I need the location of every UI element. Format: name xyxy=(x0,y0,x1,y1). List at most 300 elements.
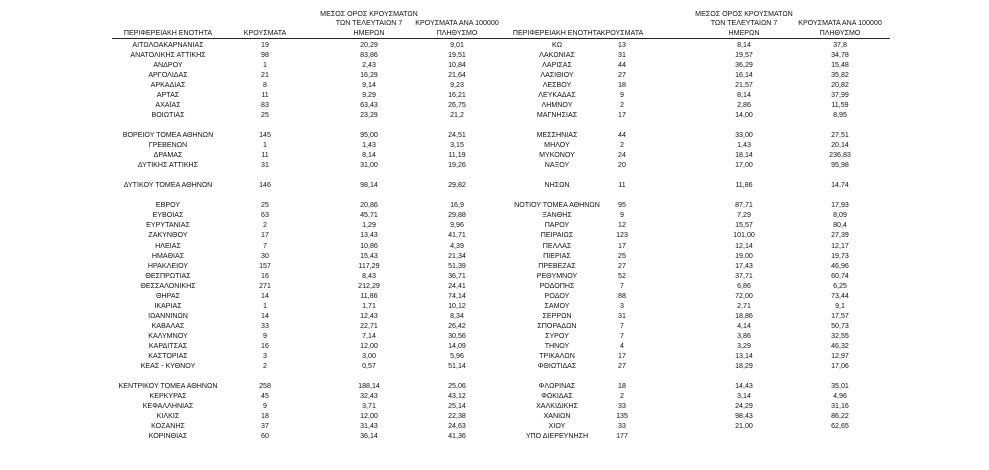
right-row-cases: 27 xyxy=(618,70,626,79)
left-row-cases: 25 xyxy=(261,110,269,119)
right-row-region-name: ΜΑΓΝΗΣΙΑΣ xyxy=(536,110,578,119)
left-row-region-name: ΗΛΕΙΑΣ xyxy=(155,241,181,250)
left-row-avg7: 10,86 xyxy=(360,241,378,250)
right-row-per100k: 60,74 xyxy=(831,271,849,280)
left-row-region-name: ΗΜΑΘΙΑΣ xyxy=(151,251,185,260)
right-row-region-name: ΜΥΚΟΝΟΥ xyxy=(539,151,575,160)
left-row-cases: 83 xyxy=(261,100,269,109)
left-row-cases: 30 xyxy=(261,251,269,260)
right-row-per100k: 34,78 xyxy=(831,50,849,59)
left-row-cases: 9 xyxy=(263,402,267,411)
right-row-region-name: ΧΑΛΚΙΔΙΚΗΣ xyxy=(536,402,578,411)
right-row-per100k: 86,22 xyxy=(831,412,849,421)
left-row-cases: 258 xyxy=(259,382,271,391)
right-row-per100k: 46,96 xyxy=(831,261,849,270)
right-row-cases: 95 xyxy=(618,201,626,210)
left-row-region-name: ΕΥΡΥΤΑΝΙΑΣ xyxy=(146,221,190,230)
right-row-avg7: 19,00 xyxy=(735,251,753,260)
right-row-region-name: ΛΕΣΒΟΥ xyxy=(542,80,572,89)
right-row-cases: 177 xyxy=(616,432,628,441)
right-row-cases: 31 xyxy=(618,311,626,320)
right-row-per100k: 35,82 xyxy=(831,70,849,79)
left-row-per100k: 19,51 xyxy=(448,50,466,59)
right-row-region-name: ΞΑΝΘΗΣ xyxy=(542,211,572,220)
right-row-cases: 17 xyxy=(618,110,626,119)
right-row-avg7: 19,57 xyxy=(735,50,753,59)
right-header-avg7-line1: ΜΕΣΟΣ ΟΡΟΣ ΚΡΟΥΣΜΑΤΩΝ xyxy=(695,10,793,18)
left-row-cases: 3 xyxy=(263,352,267,361)
right-row-cases: 27 xyxy=(618,362,626,371)
left-row-per100k: 41,71 xyxy=(448,231,466,240)
left-row-cases: 33 xyxy=(261,321,269,330)
left-row-region-name: ΔΥΤΙΚΟΥ ΤΟΜΕΑ ΑΘΗΝΩΝ xyxy=(123,181,213,190)
right-row-avg7: 33,00 xyxy=(735,130,753,139)
left-row-region-name: ΑΝΔΡΟΥ xyxy=(153,60,183,69)
left-row-region-name: ΚΟΖΑΝΗΣ xyxy=(151,422,185,431)
left-row-region-name: ΘΕΣΣΑΛΟΝΙΚΗΣ xyxy=(140,281,196,290)
left-row-region-name: ΕΒΡΟΥ xyxy=(155,201,181,210)
right-row-per100k: 12,97 xyxy=(831,352,849,361)
right-row-cases: 27 xyxy=(618,261,626,270)
left-row-avg7: 12,00 xyxy=(360,342,378,350)
right-header-rule xyxy=(506,38,890,39)
left-row-avg7: 212,29 xyxy=(358,281,380,290)
left-row-region-name: ΘΕΣΠΡΩΤΙΑΣ xyxy=(145,271,191,280)
left-row-cases: 8 xyxy=(263,80,267,89)
left-row-per100k: 19,26 xyxy=(448,161,466,170)
left-row-per100k: 14,09 xyxy=(448,342,466,350)
right-row-avg7: 21,00 xyxy=(735,422,753,431)
left-row-cases: 11 xyxy=(261,151,269,160)
right-row-per100k: 4,96 xyxy=(833,392,847,401)
left-row-per100k: 74,14 xyxy=(448,291,466,300)
right-row-avg7: 8,14 xyxy=(737,40,751,49)
left-row-avg7: 1,43 xyxy=(362,141,376,149)
left-row-cases: 25 xyxy=(261,201,269,210)
right-row-avg7: 1,43 xyxy=(737,141,751,149)
right-row-per100k: 236,83 xyxy=(829,151,851,160)
left-row-region-name: ΓΡΕΒΕΝΩΝ xyxy=(148,141,188,149)
right-row-cases: 17 xyxy=(618,241,626,250)
right-row-per100k: 37,99 xyxy=(831,90,849,99)
right-row-region-name: ΣΥΡΟΥ xyxy=(545,331,569,340)
left-row-region-name: ΚΕΡΚΥΡΑΣ xyxy=(149,392,187,401)
right-row-cases: 135 xyxy=(616,412,628,421)
right-row-region-name: ΧΑΝΙΩΝ xyxy=(543,412,571,421)
left-header-avg7-line3: ΗΜΕΡΩΝ xyxy=(353,29,385,37)
left-row-region-name: ΑΡΓΟΛΙΔΑΣ xyxy=(148,70,188,79)
right-row-per100k: 15,48 xyxy=(831,60,849,69)
right-row-region-name: ΝΟΤΙΟΥ ΤΟΜΕΑ ΑΘΗΝΩΝ xyxy=(514,201,600,210)
right-row-avg7: 8,14 xyxy=(737,90,751,99)
left-row-per100k: 21,34 xyxy=(448,251,466,260)
right-row-region-name: ΛΑΚΩΝΙΑΣ xyxy=(539,50,575,59)
left-row-per100k: 26,42 xyxy=(448,321,466,330)
right-row-cases: 7 xyxy=(620,281,624,290)
left-row-region-name: ΚΟΡΙΝΘΙΑΣ xyxy=(148,432,188,441)
right-row-avg7: 17,43 xyxy=(735,261,753,270)
right-row-avg7: 14,43 xyxy=(735,382,753,391)
left-row-per100k: 25,14 xyxy=(448,402,466,411)
right-row-avg7: 7,29 xyxy=(737,211,751,220)
left-row-avg7: 83,86 xyxy=(360,50,378,59)
right-row-per100k: 19,73 xyxy=(831,251,849,260)
right-row-avg7: 2,86 xyxy=(737,100,751,109)
right-row-avg7: 18,86 xyxy=(735,311,753,320)
right-row-per100k: 12,17 xyxy=(831,241,849,250)
right-row-region-name: ΡΟΔΟΠΗΣ xyxy=(539,281,575,290)
right-row-per100k: 62,65 xyxy=(831,422,849,431)
left-row-per100k: 22,38 xyxy=(448,412,466,421)
right-row-per100k: 27,51 xyxy=(831,130,849,139)
right-row-region-name: ΡΕΘΥΜΝΟΥ xyxy=(536,271,578,280)
right-row-avg7: 4,14 xyxy=(737,321,751,330)
right-row-per100k: 37,8 xyxy=(833,40,847,49)
right-header-cases: ΚΡΟΥΣΜΑΤΑ xyxy=(600,29,644,37)
left-row-avg7: 3,71 xyxy=(362,402,376,411)
left-row-cases: 17 xyxy=(261,231,269,240)
left-row-avg7: 2,43 xyxy=(362,60,376,69)
left-header-per100k-line1: ΚΡΟΥΣΜΑΤΑ ΑΝΑ 100000 xyxy=(415,19,499,27)
left-row-region-name: ΑΙΤΩΛΟΑΚΑΡΝΑΝΙΑΣ xyxy=(132,40,204,49)
right-row-avg7: 87,71 xyxy=(735,201,753,210)
left-row-cases: 157 xyxy=(259,261,271,270)
left-row-region-name: ΔΥΤΙΚΗΣ ΑΤΤΙΚΗΣ xyxy=(137,161,199,170)
left-row-per100k: 16,21 xyxy=(448,90,466,99)
right-row-region-name: ΝΗΣΩΝ xyxy=(544,181,570,190)
left-row-per100k: 9,23 xyxy=(450,80,464,89)
left-row-avg7: 98,14 xyxy=(360,181,378,190)
right-header-per100k-line1: ΚΡΟΥΣΜΑΤΑ ΑΝΑ 100000 xyxy=(798,19,882,27)
left-row-cases: 9 xyxy=(263,331,267,340)
right-row-region-name: ΧΙΟΥ xyxy=(548,422,566,431)
left-row-cases: 45 xyxy=(261,392,269,401)
right-row-per100k: 35,01 xyxy=(831,382,849,391)
left-row-avg7: 3,00 xyxy=(362,352,376,361)
right-row-region-name: ΜΗΛΟΥ xyxy=(544,141,570,149)
right-row-cases: 7 xyxy=(620,321,624,330)
right-row-cases: 4 xyxy=(620,342,624,350)
left-row-per100k: 36,71 xyxy=(448,271,466,280)
left-row-avg7: 12,43 xyxy=(360,311,378,320)
left-row-per100k: 10,84 xyxy=(448,60,466,69)
right-row-cases: 17 xyxy=(618,352,626,361)
left-row-avg7: 22,71 xyxy=(360,321,378,330)
left-row-cases: 16 xyxy=(261,271,269,280)
right-row-per100k: 32,55 xyxy=(831,331,849,340)
right-row-region-name: ΚΩ xyxy=(551,40,563,49)
right-row-region-name: ΠΙΕΡΙΑΣ xyxy=(543,251,571,260)
right-row-cases: 11 xyxy=(618,181,626,190)
right-row-region-name: ΛΑΣΙΘΙΟΥ xyxy=(540,70,574,79)
left-header-cases: ΚΡΟΥΣΜΑΤΑ xyxy=(243,29,287,37)
left-row-cases: 2 xyxy=(263,362,267,371)
left-row-per100k: 21,64 xyxy=(448,70,466,79)
left-row-avg7: 1,71 xyxy=(362,301,376,310)
left-row-per100k: 24,63 xyxy=(448,422,466,431)
left-row-region-name: ΑΡΚΑΔΙΑΣ xyxy=(150,80,186,89)
left-row-cases: 271 xyxy=(259,281,271,290)
left-row-cases: 21 xyxy=(261,70,269,79)
right-header-per100k-line2: ΠΛΗΘΥΣΜΟ xyxy=(819,29,861,37)
left-row-per100k: 4,39 xyxy=(450,241,464,250)
right-row-per100k: 95,98 xyxy=(831,161,849,170)
right-row-per100k: 14,74 xyxy=(831,181,849,190)
left-header-avg7-line1: ΜΕΣΟΣ ΟΡΟΣ ΚΡΟΥΣΜΑΤΩΝ xyxy=(320,10,418,18)
left-row-region-name: ΑΡΤΑΣ xyxy=(156,90,180,99)
right-row-avg7: 24,29 xyxy=(735,402,753,411)
left-row-cases: 146 xyxy=(259,181,271,190)
left-row-cases: 1 xyxy=(263,60,267,69)
right-row-per100k: 17,06 xyxy=(831,362,849,371)
right-row-per100k: 17,93 xyxy=(831,201,849,210)
right-row-cases: 12 xyxy=(618,221,626,230)
right-row-avg7: 15,57 xyxy=(735,221,753,230)
right-row-cases: 2 xyxy=(620,141,624,149)
left-row-per100k: 30,56 xyxy=(448,331,466,340)
left-row-avg7: 32,43 xyxy=(360,392,378,401)
left-row-per100k: 9,01 xyxy=(450,40,464,49)
right-row-per100k: 20,82 xyxy=(831,80,849,89)
left-row-cases: 63 xyxy=(261,211,269,220)
right-row-avg7: 11,86 xyxy=(735,181,753,190)
left-row-region-name: ΒΟΡΕΙΟΥ ΤΟΜΕΑ ΑΘΗΝΩΝ xyxy=(122,130,214,139)
right-row-region-name: ΡΟΔΟΥ xyxy=(544,291,570,300)
right-row-per100k: 73,44 xyxy=(831,291,849,300)
right-row-avg7: 2,71 xyxy=(737,301,751,310)
left-row-per100k: 21,2 xyxy=(450,110,464,119)
left-row-avg7: 12,00 xyxy=(360,412,378,421)
left-row-region-name: ΖΑΚΥΝΘΟΥ xyxy=(148,231,188,240)
right-row-cases: 44 xyxy=(618,130,626,139)
left-row-cases: 14 xyxy=(261,291,269,300)
left-row-per100k: 25,06 xyxy=(448,382,466,391)
left-row-region-name: ΚΕΑΣ - ΚΥΘΝΟΥ xyxy=(140,362,196,371)
left-row-cases: 2 xyxy=(263,221,267,230)
right-row-cases: 7 xyxy=(620,331,624,340)
left-row-per100k: 9,96 xyxy=(450,221,464,230)
left-row-cases: 31 xyxy=(261,161,269,170)
left-row-per100k: 5,96 xyxy=(450,352,464,361)
left-row-region-name: ΕΥΒΟΙΑΣ xyxy=(152,211,184,220)
right-row-avg7: 36,29 xyxy=(735,60,753,69)
right-row-avg7: 72,00 xyxy=(735,291,753,300)
right-row-avg7: 14,00 xyxy=(735,110,753,119)
left-row-per100k: 8,34 xyxy=(450,311,464,320)
right-row-per100k: 8,95 xyxy=(833,110,847,119)
left-row-cases: 7 xyxy=(263,241,267,250)
right-row-cases: 18 xyxy=(618,80,626,89)
left-header-avg7-line2: ΤΩΝ ΤΕΛΕΥΤΑΙΩΝ 7 xyxy=(335,19,403,27)
left-row-avg7: 9,29 xyxy=(362,90,376,99)
left-row-per100k: 24,51 xyxy=(448,130,466,139)
right-row-region-name: ΦΛΩΡΙΝΑΣ xyxy=(538,382,576,391)
left-row-avg7: 8,14 xyxy=(362,151,376,160)
left-row-cases: 1 xyxy=(263,301,267,310)
left-row-per100k: 29,88 xyxy=(448,211,466,220)
left-row-cases: 11 xyxy=(261,90,269,99)
right-row-cases: 24 xyxy=(618,151,626,160)
left-row-region-name: ΚΕΝΤΡΙΚΟΥ ΤΟΜΕΑ ΑΘΗΝΩΝ xyxy=(118,382,218,391)
right-row-avg7: 16,14 xyxy=(735,70,753,79)
right-row-avg7: 3,29 xyxy=(737,342,751,350)
right-row-cases: 9 xyxy=(620,211,624,220)
left-row-avg7: 9,14 xyxy=(362,80,376,89)
right-row-avg7: 3,14 xyxy=(737,392,751,401)
left-row-per100k: 16,9 xyxy=(450,201,464,210)
right-row-cases: 9 xyxy=(620,90,624,99)
right-row-region-name: ΠΑΡΟΥ xyxy=(544,221,570,230)
right-row-avg7: 6,86 xyxy=(737,281,751,290)
left-row-region-name: ΚΑΡΔΙΤΣΑΣ xyxy=(148,342,188,350)
right-row-region-name: ΠΡΕΒΕΖΑΣ xyxy=(538,261,576,270)
left-row-per100k: 11,19 xyxy=(448,151,466,160)
left-row-avg7: 36,14 xyxy=(360,432,378,441)
right-row-region-name: ΤΗΝΟΥ xyxy=(544,342,570,350)
right-row-region-name: ΠΕΙΡΑΙΩΣ xyxy=(540,231,574,240)
right-row-avg7: 17,00 xyxy=(735,161,753,170)
left-row-region-name: ΚΑΣΤΟΡΙΑΣ xyxy=(148,352,188,361)
right-row-region-name: ΜΕΣΣΗΝΙΑΣ xyxy=(536,130,578,139)
left-row-region-name: ΒΟΙΩΤΙΑΣ xyxy=(151,110,185,119)
left-row-region-name: ΑΧΑΪΑΣ xyxy=(155,100,181,109)
left-row-avg7: 20,86 xyxy=(360,201,378,210)
left-row-region-name: ΚΕΦΑΛΛΗΝΙΑΣ xyxy=(142,402,194,411)
right-row-cases: 2 xyxy=(620,100,624,109)
right-row-region-name: ΣΠΟΡΑΔΩΝ xyxy=(537,321,577,330)
left-row-avg7: 95,00 xyxy=(360,130,378,139)
right-row-cases: 13 xyxy=(618,40,626,49)
left-row-per100k: 24,41 xyxy=(448,281,466,290)
right-row-cases: 44 xyxy=(618,60,626,69)
right-row-per100k: 20,14 xyxy=(831,141,849,149)
left-row-avg7: 8,43 xyxy=(362,271,376,280)
right-row-region-name: ΤΡΙΚΑΛΩΝ xyxy=(539,352,575,361)
right-row-per100k: 27,39 xyxy=(831,231,849,240)
left-row-avg7: 0,57 xyxy=(362,362,376,371)
left-row-avg7: 31,43 xyxy=(360,422,378,431)
left-row-avg7: 1,29 xyxy=(362,221,376,230)
right-row-avg7: 37,71 xyxy=(735,271,753,280)
right-row-avg7: 18,14 xyxy=(735,151,753,160)
left-header-rule xyxy=(112,38,508,39)
left-row-cases: 1 xyxy=(263,141,267,149)
left-row-avg7: 7,14 xyxy=(362,331,376,340)
left-row-cases: 18 xyxy=(261,412,269,421)
left-row-per100k: 3,15 xyxy=(450,141,464,149)
left-row-region-name: ΔΡΑΜΑΣ xyxy=(153,151,183,160)
right-row-per100k: 46,32 xyxy=(831,342,849,350)
left-row-cases: 37 xyxy=(261,422,269,431)
right-row-per100k: 31,16 xyxy=(831,402,849,411)
left-row-per100k: 10,12 xyxy=(448,301,466,310)
left-row-region-name: ΗΡΑΚΛΕΙΟΥ xyxy=(147,261,189,270)
left-row-avg7: 188,14 xyxy=(358,382,380,391)
left-row-region-name: ΙΩΑΝΝΙΝΩΝ xyxy=(148,311,188,320)
left-row-cases: 60 xyxy=(261,432,269,441)
left-row-cases: 14 xyxy=(261,311,269,320)
right-row-region-name: ΦΩΚΙΔΑΣ xyxy=(541,392,573,401)
left-row-avg7: 117,29 xyxy=(358,261,380,270)
left-row-region-name: ΙΚΑΡΙΑΣ xyxy=(154,301,182,310)
left-row-per100k: 26,75 xyxy=(448,100,466,109)
right-row-region-name: ΥΠΟ ΔΙΕΡΕΥΝΗΣΗ xyxy=(525,432,589,441)
right-row-region-name: ΝΑΞΟΥ xyxy=(544,161,570,170)
right-row-region-name: ΣΑΜΟΥ xyxy=(544,301,570,310)
right-row-per100k: 8,09 xyxy=(833,211,847,220)
right-row-cases: 18 xyxy=(618,382,626,391)
left-row-region-name: ΚΑΒΑΛΑΣ xyxy=(151,321,185,330)
right-header-region: ΠΕΡΙΦΕΡΕΙΑΚΗ ΕΝΟΤΗΤΑ xyxy=(512,29,602,37)
right-row-region-name: ΦΘΙΩΤΙΔΑΣ xyxy=(537,362,577,371)
right-row-cases: 52 xyxy=(618,271,626,280)
left-row-avg7: 45,71 xyxy=(360,211,378,220)
right-row-cases: 2 xyxy=(620,392,624,401)
left-header-region: ΠΕΡΙΦΕΡΕΙΑΚΗ ΕΝΟΤΗΤΑ xyxy=(123,29,213,37)
left-row-per100k: 41,36 xyxy=(448,432,466,441)
right-row-cases: 33 xyxy=(618,402,626,411)
right-row-per100k: 80,4 xyxy=(833,221,847,230)
left-row-avg7: 31,00 xyxy=(360,161,378,170)
right-row-cases: 20 xyxy=(618,161,626,170)
right-row-cases: 3 xyxy=(620,301,624,310)
right-row-per100k: 50,73 xyxy=(831,321,849,330)
left-row-cases: 145 xyxy=(259,130,271,139)
left-row-cases: 19 xyxy=(261,40,269,49)
right-row-region-name: ΛΑΡΙΣΑΣ xyxy=(542,60,572,69)
left-row-per100k: 51,39 xyxy=(448,261,466,270)
right-row-avg7: 12,14 xyxy=(735,241,753,250)
left-row-avg7: 15,43 xyxy=(360,251,378,260)
right-row-per100k: 17,57 xyxy=(831,311,849,320)
left-row-avg7: 23,29 xyxy=(360,110,378,119)
right-row-avg7: 101,00 xyxy=(733,231,755,240)
left-row-cases: 98 xyxy=(261,50,269,59)
right-row-region-name: ΣΕΡΡΩΝ xyxy=(542,311,572,320)
left-row-region-name: ΘΗΡΑΣ xyxy=(156,291,180,300)
right-row-avg7: 13,14 xyxy=(735,352,753,361)
right-row-cases: 123 xyxy=(616,231,628,240)
right-row-cases: 31 xyxy=(618,50,626,59)
left-row-avg7: 63,43 xyxy=(360,100,378,109)
left-row-region-name: ΑΝΑΤΟΛΙΚΗΣ ΑΤΤΙΚΗΣ xyxy=(130,50,206,59)
left-header-per100k-line2: ΠΛΗΘΥΣΜΟ xyxy=(436,29,478,37)
left-row-region-name: ΚΙΛΚΙΣ xyxy=(156,412,180,421)
right-row-cases: 25 xyxy=(618,251,626,260)
right-row-cases: 88 xyxy=(618,291,626,300)
right-row-per100k: 6,25 xyxy=(833,281,847,290)
right-row-region-name: ΠΕΛΛΑΣ xyxy=(542,241,572,250)
right-row-avg7: 3,86 xyxy=(737,331,751,340)
left-row-per100k: 51,14 xyxy=(448,362,466,371)
left-row-per100k: 29,82 xyxy=(448,181,466,190)
right-header-avg7-line2: ΤΩΝ ΤΕΛΕΥΤΑΙΩΝ 7 xyxy=(710,19,778,27)
left-row-per100k: 43,12 xyxy=(448,392,466,401)
right-row-cases: 33 xyxy=(618,422,626,431)
left-row-avg7: 16,29 xyxy=(360,70,378,79)
right-row-per100k: 9,1 xyxy=(835,301,845,310)
left-row-avg7: 11,86 xyxy=(360,291,378,300)
right-row-avg7: 21,57 xyxy=(735,80,753,89)
right-row-avg7: 98,43 xyxy=(735,412,753,421)
left-row-avg7: 13,43 xyxy=(360,231,378,240)
right-row-region-name: ΛΕΥΚΑΔΑΣ xyxy=(538,90,576,99)
right-header-avg7-line3: ΗΜΕΡΩΝ xyxy=(728,29,760,37)
right-row-region-name: ΛΗΜΝΟΥ xyxy=(541,100,573,109)
left-row-cases: 16 xyxy=(261,342,269,350)
right-row-per100k: 11,59 xyxy=(831,100,849,109)
left-row-region-name: ΚΑΛΥΜΝΟΥ xyxy=(148,331,188,340)
